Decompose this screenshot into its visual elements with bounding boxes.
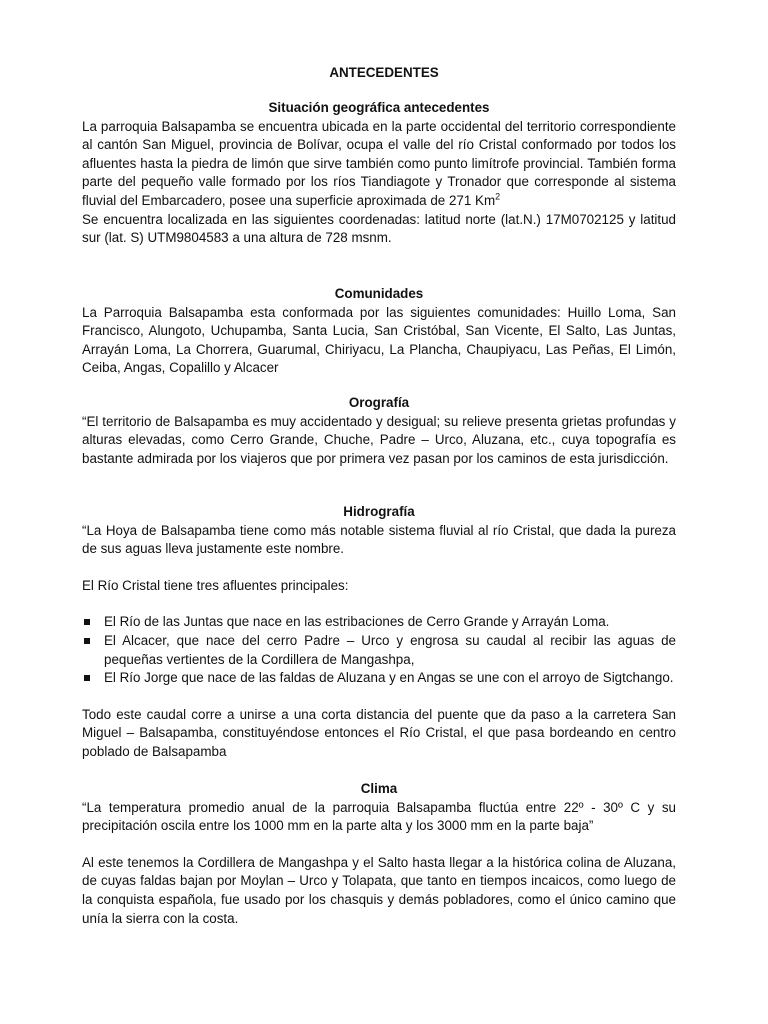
paragraph: “La Hoya de Balsapamba tiene como más notable sistema fluvial al río Cristal, que dada la pureza de sus aguas lleva justamente este nombre. [82, 522, 676, 557]
paragraph: El Río Cristal tiene tres afluentes principales: [82, 577, 349, 593]
paragraph-text: La parroquia Balsapamba se encuentra ubicada en la parte occidental del territorio correspondiente al cantón San Miguel, provincia de Bolívar, ocupa el valle del río Cristal conformado por todos los afluentes hasta la piedra de limón que sirve también como punto limítrofe provincial. También forma parte del pequeño valle formado por los ríos Tiandiagote y Tronador que corresponde al sistema fluvial del Embarcadero, posee una superficie aproximada de 271 Km [82, 118, 676, 208]
section-heading: Comunidades [334, 286, 424, 301]
section-situacion [82, 99, 676, 248]
afluentes-list [82, 613, 676, 687]
section-heading: Hidrografía [343, 504, 415, 519]
paragraph [82, 118, 676, 211]
paragraph: “El territorio de Balsapamba es muy accidentado y desigual; su relieve presenta grietas profundas y alturas elevadas, como Cerro Grande, Chuche, Padre – Urco, Aluzana, etc., cuya topografía es bastante admirada por los viajeros que por primera vez pasan por los caminos de esta jurisdicción. [82, 413, 676, 466]
section-hidrografia [82, 503, 676, 762]
list-item: El Río Jorge que nace de las faldas de Aluzana y en Angas se une con el arroyo de Sigtchango. [82, 669, 676, 688]
paragraph: La Parroquia Balsapamba esta conformada por las siguientes comunidades: Huillo Loma, San Francisco, Alungoto, Uchupamba, Santa Lucia, San Cristóbal, San Vicente, El Salto, Las Juntas, Arrayán Loma, La Chorrera, Guarumal, Chiriyacu, La Plancha, Chaupiyacu, Las Peñas, El Limón, Ceiba, Angas, Copalillo y Alcacer [82, 304, 676, 376]
section-comunidades [82, 285, 676, 378]
paragraph: “La temperatura promedio anual de la parroquia Balsapamba fluctúa entre 22º - 30º C y su precipitación oscila entre los 1000 mm en la parte alta y los 3000 mm en la parte baja” [82, 799, 676, 834]
document-title: ANTECEDENTES [329, 65, 439, 80]
paragraph: Al este tenemos la Cordillera de Mangashpa y el Salto hasta llegar a la histórica colina de Aluzana, de cuyas faldas bajan por Moylan – Urco y Tolapata, que tanto en tiempos incaicos, como luego de la conquista española, fue usado por los chasquis y demás pobladores, como el único camino que unía la sierra con la costa. [82, 854, 676, 926]
section-orografia [82, 394, 676, 468]
paragraph: Se encuentra localizada en las siguientes coordenadas: latitud norte (lat.N.) 17M0702125 y latitud sur (lat. S) UTM9804583 a una altura de 728 msnm. [82, 211, 676, 246]
section-heading: Orografía [348, 395, 410, 410]
list-item: El Alcacer, que nace del cerro Padre – Urco y engrosa su caudal al recibir las aguas de pequeñas vertientes de la Cordillera de Mangashpa, [82, 632, 676, 669]
section-heading: Clima [360, 781, 398, 796]
section-heading: Situación geográfica antecedentes [268, 100, 490, 115]
superscript: 2 [495, 191, 501, 202]
list-item: El Río de las Juntas que nace en las estribaciones de Cerro Grande y Arrayán Loma. [82, 613, 676, 632]
paragraph: Todo este caudal corre a unirse a una corta distancia del puente que da paso a la carretera San Miguel – Balsapamba, constituyéndose entonces el Río Cristal, el que pasa bordeando en centro poblado de Balsapamba [82, 706, 676, 759]
section-clima [82, 780, 676, 928]
